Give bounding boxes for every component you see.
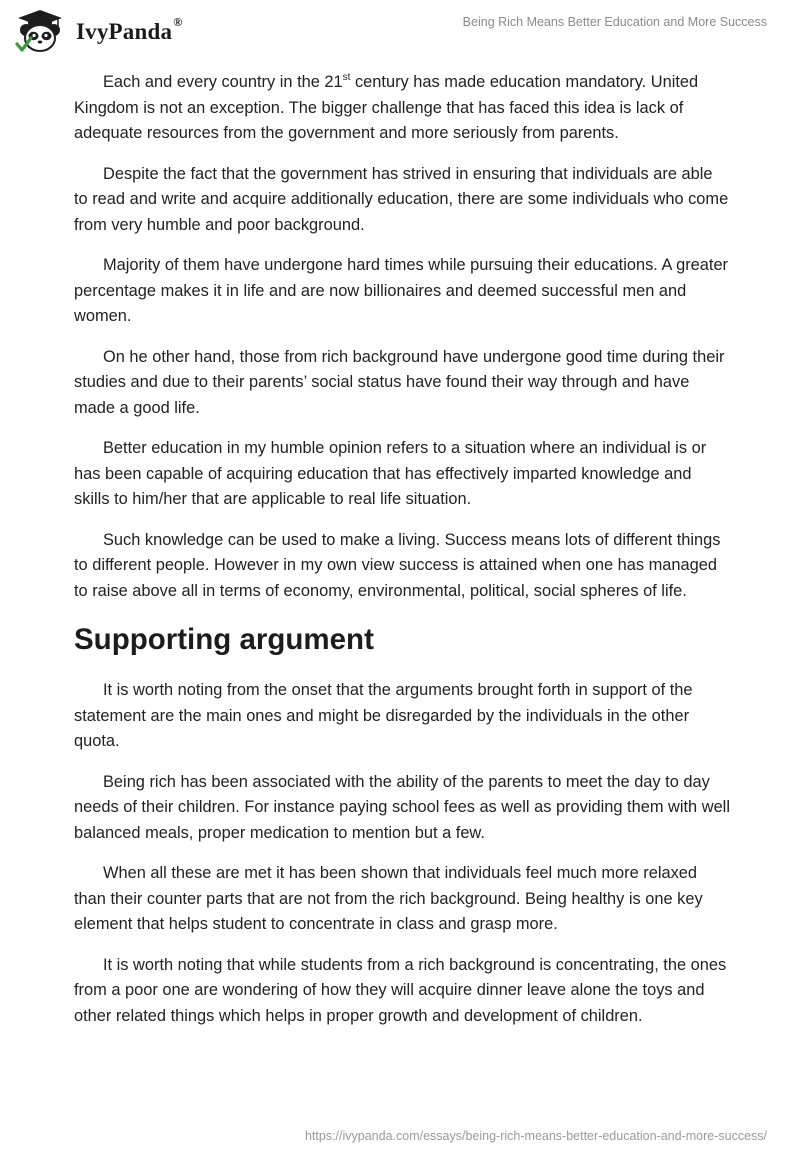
paragraph: It is worth noting from the onset that the arguments brought forth in support of the statement are the main ones and might be disregarded by the individuals in the other quota.: [74, 681, 693, 750]
page-header: [0, 0, 800, 60]
paragraph: Despite the fact that the government has strived in ensuring that individuals are able to read and write and acquire additionally education, there are some individuals who come from very humble and poor background.: [74, 164, 729, 234]
paragraph: Better education in my humble opinion refers to a situation where an individual is or has been capable of acquiring education that has effectively imparted knowledge and skills to him/her that are applicable to real life situation.: [74, 439, 707, 508]
paragraph: On he other hand, those from rich background have undergone good time during their studies and due to their parents’ social status have found their way through and have made a good life.: [74, 347, 725, 417]
logo-wordmark: IvyPanda®: [76, 15, 183, 44]
paragraph: When all these are met it has been shown that individuals feel much more relaxed than their counter parts that are not from the rich background. Being healthy is one key element that helps student to concentrate in class and grasp more.: [74, 864, 703, 933]
source-url[interactable]: https://ivypanda.com/essays/being-rich-means-better-education-and-more-success/: [304, 1129, 767, 1143]
paragraph: Being rich has been associated with the ability of the parents to meet the day to day needs of their children. For instance paying school fees as well as providing them with well balanced meals, proper medication to mention but a few.: [74, 772, 730, 842]
paragraph: Each and every country in the 21st century has made education mandatory. United Kingdom is not an exception. The bigger challenge that has faced this idea is lack of adequate resources from the government and more seriously from parents.: [74, 71, 699, 142]
paragraph: It is worth noting that while students from a rich background is concentrating, the ones from a poor one are wondering of how they will acquire dinner leave alone the toys and other related things which helps in proper growth and development of children.: [74, 955, 727, 1025]
ivypanda-logo[interactable]: [14, 8, 182, 54]
section-heading: Supporting argument: [74, 623, 374, 656]
essay-body: [74, 70, 730, 1044]
paragraph: Such knowledge can be used to make a living. Success means lots of different things to different people. However in my own view success is attained when one has managed to raise above all in terms of economy, environmental, political, social spheres of life.: [74, 530, 721, 600]
panda-graduate-logo-icon: [14, 8, 66, 54]
document-title: Being Rich Means Better Education and More Success: [462, 15, 767, 29]
paragraph: Majority of them have undergone hard times while pursuing their educations. A greater percentage makes it in life and are now billionaires and deemed successful men and women.: [74, 256, 729, 325]
